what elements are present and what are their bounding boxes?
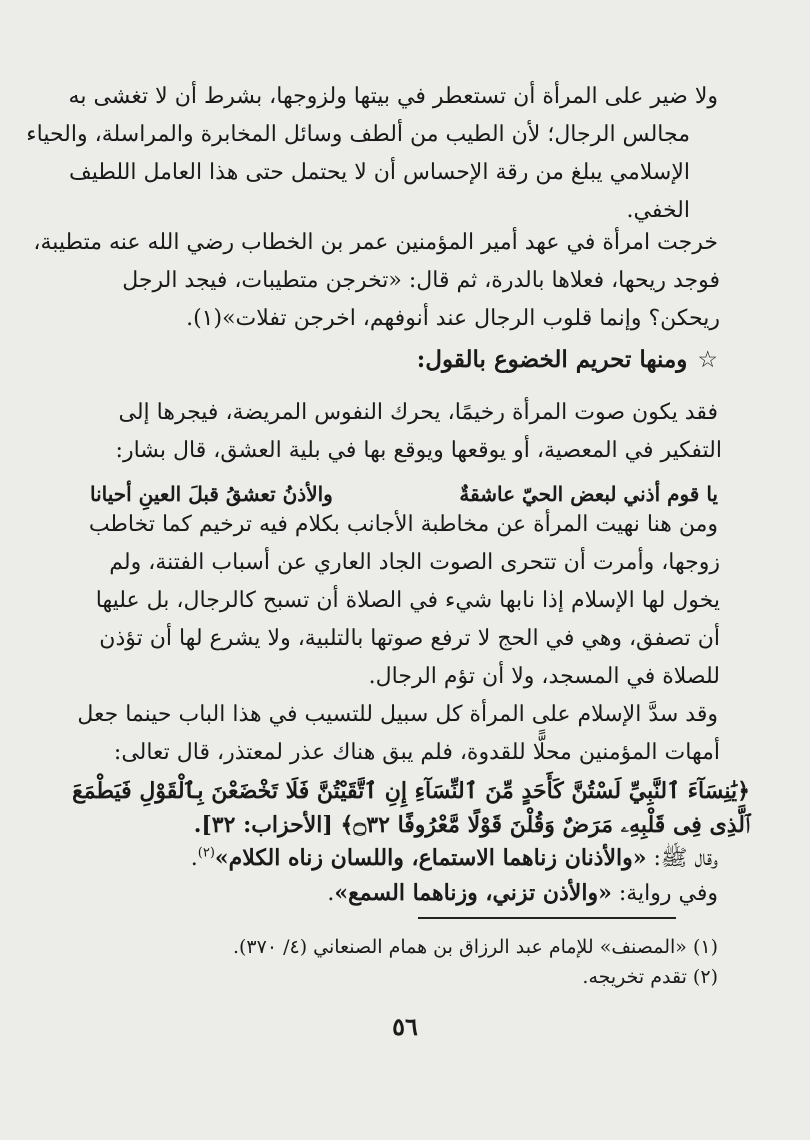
text-line: للصلاة في المسجد، ولا أن تؤم الرجال. — [368, 664, 720, 689]
paragraph-perfume — [26, 84, 718, 234]
hadith-prefix: وفي رواية: — [611, 881, 718, 906]
hadith-line-1 — [90, 844, 718, 876]
text-line: التفكير في المعصية، أو يوقعها ويوقع بها في بلية العشق، قال بشار: — [115, 438, 722, 463]
hadith-prefix: وقال ﷺ: — [646, 846, 718, 871]
paragraph-mothers-of-believers — [77, 702, 720, 782]
paragraph-voice — [90, 400, 722, 480]
text-line: الخفي. — [626, 198, 690, 223]
text-line: فقد يكون صوت المرأة رخيمًا، يحرك النفوس المريضة، فيجرها إلى — [118, 400, 718, 425]
hadith-end: . — [327, 881, 335, 906]
text-line: مجالس الرجال؛ لأن الطيب من ألطف وسائل المخابرة والمراسلة، والحياء — [26, 122, 690, 147]
hadith-end: . — [190, 846, 198, 871]
text-line: زوجها، وأمرت أن تتحرى الصوت الجاد العاري عن أسباب الفتنة، ولم — [109, 550, 720, 575]
page-number: ٥٦ — [392, 1012, 418, 1041]
hadith-quote: «والأذنان زناهما الاستماع، واللسان زناه الكلام» — [214, 845, 647, 871]
text-line: ومن هنا نهيت المرأة عن مخاطبة الأجانب بكلام فيه ترخيم كما تخاطب — [88, 512, 718, 537]
heading-text: ومنها تحريم الخضوع بالقول: — [416, 346, 688, 373]
text-line: خرجت امرأة في عهد أمير المؤمنين عمر بن الخطاب رضي الله عنه متطيبة، — [33, 230, 718, 255]
text-line: وقد سدَّ الإسلام على المرأة كل سبيل للتسيب في هذا الباب حينما جعل — [77, 702, 718, 727]
text-line: ولا ضير على المرأة أن تستعطر في بيتها ولزوجها، بشرط أن لا تغشى به — [68, 84, 718, 109]
footnote-ref: (٢) — [197, 845, 215, 861]
text-line: فوجد ريحها، فعلاها بالدرة، ثم قال: «تخرجن متطيبات، فيجد الرجل — [122, 268, 720, 293]
text-line: أن تصفق، وهي في الحج لا ترفع صوتها بالتلبية، ولا يشرع لها أن تؤذن — [99, 626, 720, 651]
text-line: يخول لها الإسلام إذا نابها شيء في الصلاة أن تسبح كالرجال، بل عليها — [95, 588, 720, 613]
poem-hemistich-first: يا قوم أذني لبعض الحيّ عاشقةٌ — [459, 482, 718, 506]
paragraph-umar — [33, 230, 720, 350]
section-heading — [417, 346, 718, 373]
paragraph-prohibition — [90, 512, 718, 702]
hadith-line-2 — [90, 880, 718, 906]
poem-hemistich-second: والأذنُ تعشقُ قبلَ العينِ أحيانا — [90, 482, 333, 506]
quran-verse-line-1: ﴿يَٰنِسَآءَ ٱلنَّبِيِّ لَسْتُنَّ كَأَحَدٍ مِّنَ ٱلنِّسَآءِ إِنِ ٱتَّقَيْتُنَّ فَلَا تَخْضَعْنَ بِٱلْقَوْلِ فَيَطْمَعَ — [72, 778, 750, 804]
footnote-1: (١) «المصنف» للإمام عبد الرزاق بن همام الصنعاني (٤/ ٣٧٠). — [232, 936, 718, 958]
footnote-2: (٢) تقدم تخريجه. — [582, 966, 718, 988]
star-icon: ☆ — [697, 347, 718, 373]
hadith-quote: «والأذن تزني، وزناهما السمع» — [334, 880, 612, 906]
quran-verse-line-2: ٱلَّذِى فِى قَلْبِهِۦ مَرَضٌ وَقُلْنَ قَوْلًا مَّعْرُوفًا ۝٣٢﴾ [الأحزاب: ٣٢]. — [193, 812, 750, 838]
text-line: أمهات المؤمنين محلًّا للقدوة، فلم يبق هناك عذر لمعتذر، قال تعالى: — [113, 740, 720, 765]
text-line: ريحكن؟ وإنما قلوب الرجال عند أنوفهم، اخرجن تفلات»(١). — [186, 306, 720, 331]
poem-verse — [90, 482, 718, 506]
footnote-divider — [418, 917, 676, 919]
text-line: الإسلامي يبلغ من رقة الإحساس أن لا يحتمل حتى هذا العامل اللطيف — [68, 160, 690, 185]
